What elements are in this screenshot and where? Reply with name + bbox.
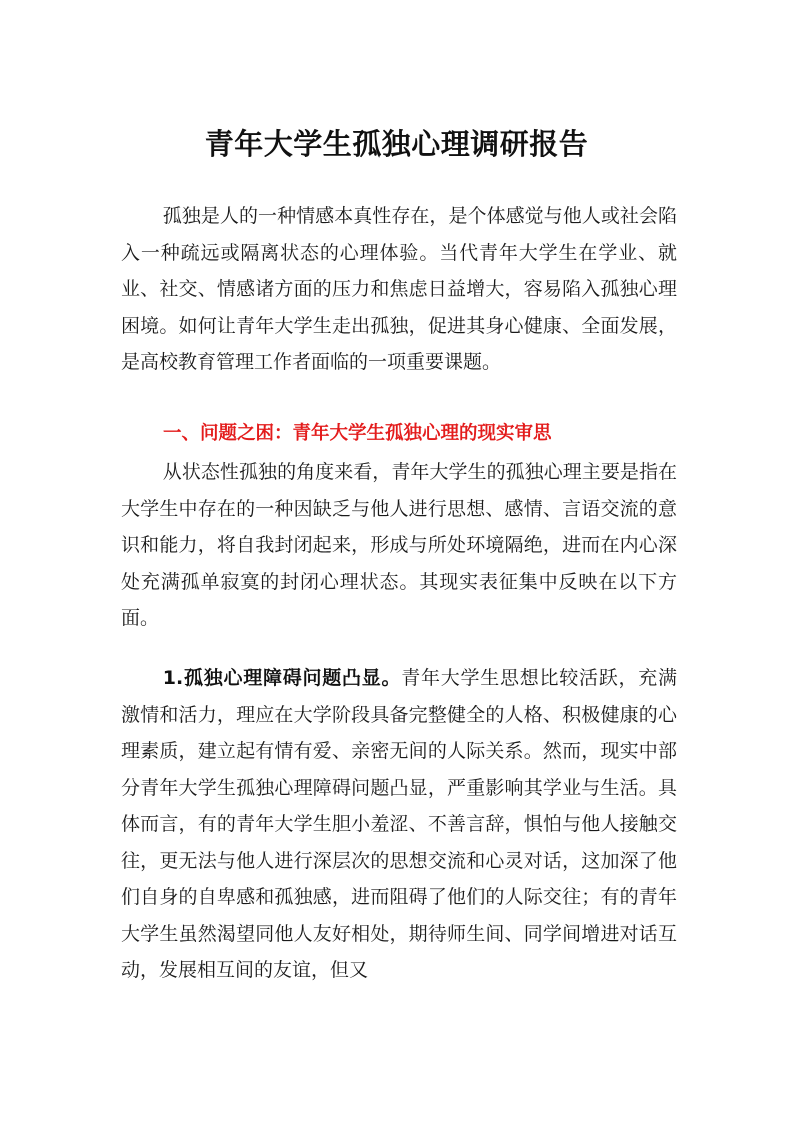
point-1-body: 青年大学生思想比较活跃，充满激情和活力，理应在大学阶段具备完整健全的人格、积极健康的心理素质，建立起有情有爱、亲密无间的人际关系。然而，现实中部分青年大学生孤独心理障碍问题凸显，严重影响其学业与生活。具体而言，有的青年大学生胆小羞涩、不善言辞，惧怕与他人接触交往，更无法与他人进行深层次的思想交流和心灵对话，这加深了他们自身的自卑感和孤独感，进而阻碍了他们的人际交往；有的青年大学生虽然渴望同他人友好相处，期待师生间、同学间增进对话互动，发展相互间的友谊，但又: [121, 667, 677, 981]
section-heading-1: 一、问题之困：青年大学生孤独心理的现实审思: [163, 423, 552, 444]
paragraph-point-1: [121, 660, 677, 989]
paragraph-intro: 孤独是人的一种情感本真性存在，是个体感觉与他人或社会陷入一种疏远或隔离状态的心理体验。当代青年大学生在学业、就业、社交、情感诸方面的压力和焦虑日益增大，容易陷入孤独心理困境。如何让青年大学生走出孤独，促进其身心健康、全面发展，是高校教育管理工作者面临的一项重要课题。: [121, 205, 677, 373]
paragraph-section1-intro: 从状态性孤独的角度来看，青年大学生的孤独心理主要是指在大学生中存在的一种因缺乏与他人进行思想、感情、言语交流的意识和能力，将自我封闭起来，形成与所处环境隔绝，进而在内心深处充满孤单寂寞的封闭心理状态。其现实表征集中反映在以下方面。: [121, 461, 677, 629]
document-title: 青年大学生孤独心理调研报告: [204, 127, 589, 161]
point-1-lead: 1.孤独心理障碍问题凸显。: [162, 667, 402, 689]
